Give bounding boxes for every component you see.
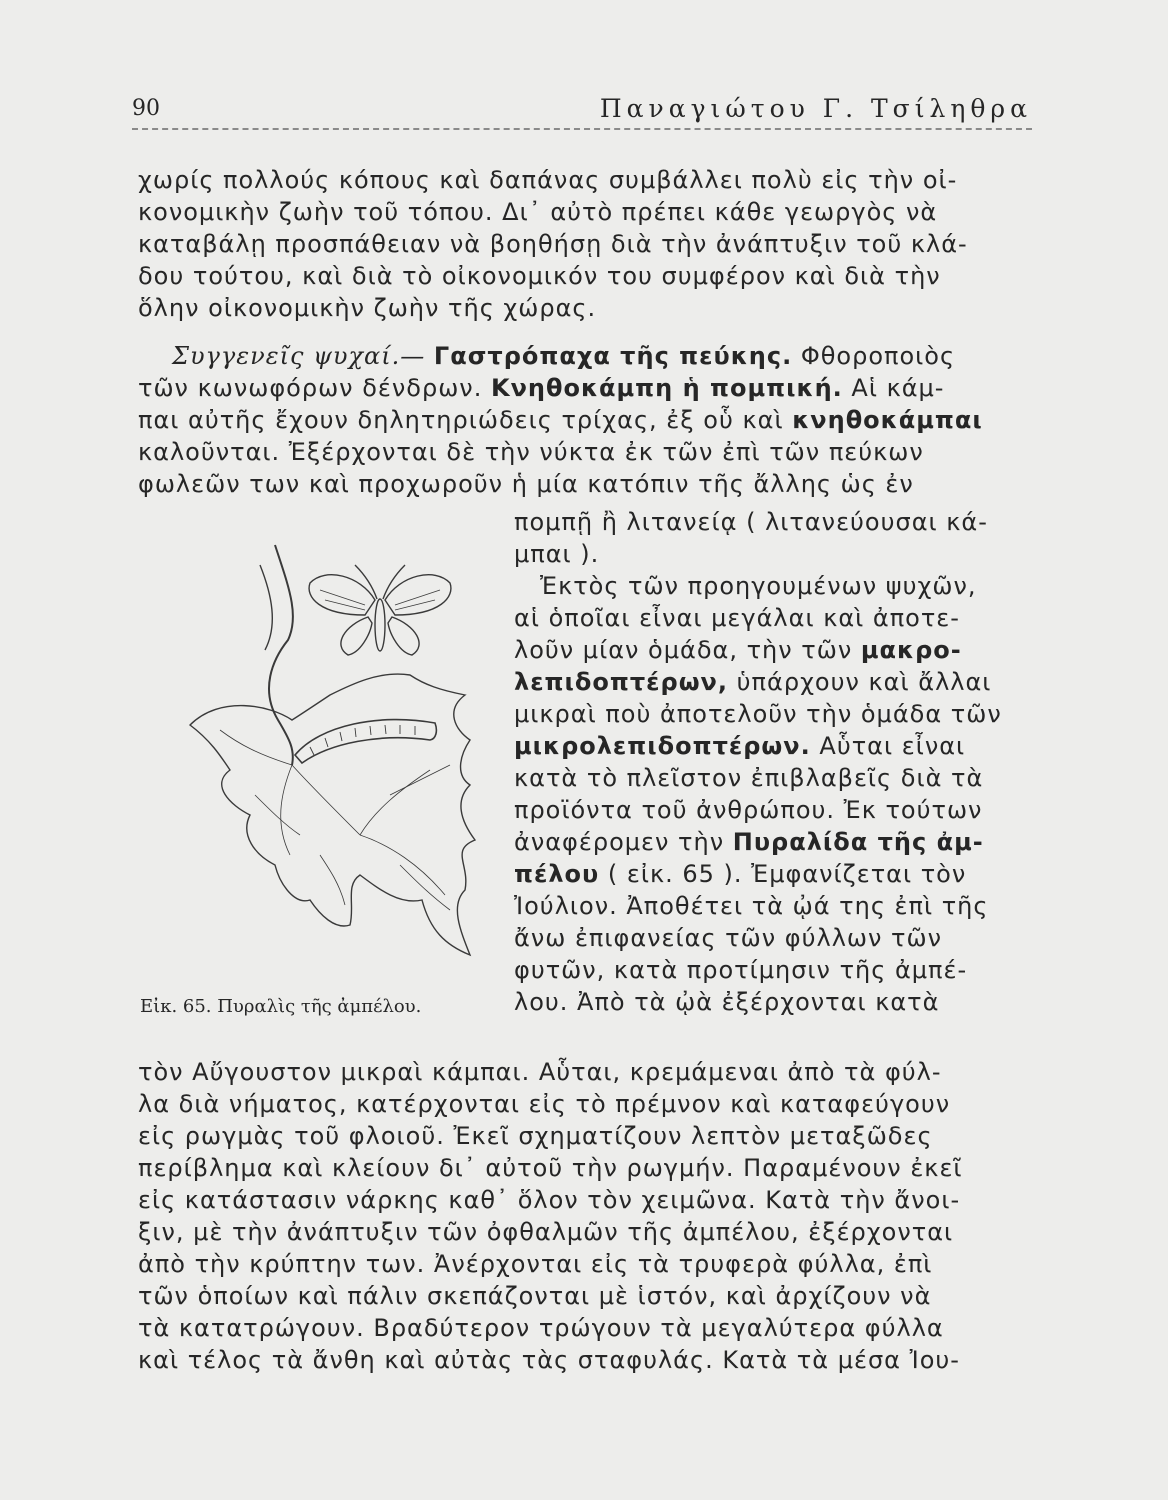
text-line: μπαι ). (514, 540, 600, 568)
bold-term: Πυραλίδα τῆς ἀμ- (732, 828, 984, 856)
text-line: καλοῦνται. Ἐξέρχονται δὲ τὴν νύκτα ἐκ τῶν ἐπὶ τῶν πεύκων (138, 438, 924, 466)
vine-leaf (190, 674, 475, 955)
text-line: περίβλημα καὶ κλείουν δι᾽ αὐτοῦ τὴν ρωγμήν. Παραμένουν ἐκεῖ (138, 1154, 963, 1182)
figure-illustration (160, 535, 500, 985)
bold-term: πέλου (514, 860, 600, 888)
text-line: τῶν ὁποίων καὶ πάλιν σκεπάζονται μὲ ἱστόν, καὶ ἀρχίζουν νὰ (138, 1282, 932, 1310)
text-line: προϊόντα τοῦ ἀνθρώπου. Ἐκ τούτων (514, 796, 983, 824)
text-line: εἰς κατάστασιν νάρκης καθ᾽ ὅλον τὸν χειμῶνα. Κατὰ τὴν ἄνοι- (138, 1186, 961, 1214)
vine-stem (269, 545, 293, 765)
leaf-veins (220, 730, 450, 910)
bold-term: Κνηθοκάμπη ἡ πομπική. (490, 374, 843, 402)
text-line: τὸν Αὔγουστον μικραὶ κάμπαι. Αὗται, κρεμάμεναι ἀπὸ τὰ φύλ- (138, 1058, 942, 1086)
bold-term: μακρο- (860, 636, 962, 664)
text-fragment: παι αὐτῆς ἔχουν δηλητηριώδεις τρίχας, ἐξ οὗ καὶ (138, 406, 784, 434)
text-line: καταβάλῃ προσπάθειαν νὰ βοηθήσῃ διὰ τὴν ἀνάπτυξιν τοῦ κλά- (138, 230, 968, 258)
text-line: ἀπὸ τὴν κρύπτην των. Ἀνέρχονται εἰς τὰ τρυφερὰ φύλλα, ἐπὶ (138, 1250, 933, 1278)
text-line (514, 634, 962, 666)
bold-term: κνηθοκάμπαι (792, 406, 983, 434)
text-line (138, 372, 944, 404)
text-line: εἰς ρωγμὰς τοῦ φλοιοῦ. Ἐκεῖ σχηματίζουν λεπτὸν μεταξῶδες (138, 1122, 933, 1150)
text-fragment: Αἱ κάμ- (851, 374, 945, 402)
text-line: ἄνω ἐπιφανείας τῶν φύλλων τῶν (514, 924, 942, 952)
text-fragment: ἀναφέρομεν τὴν (514, 828, 725, 856)
text-line: κατὰ τὸ πλεῖστον ἐπιβλαβεῖς διὰ τὰ (514, 764, 984, 792)
text-fragment: λοῦν μίαν ὁμάδα, τὴν τῶν (514, 636, 853, 664)
text-fragment: Φθοροποιὸς (800, 342, 956, 370)
text-line: φυτῶν, κατὰ προτίμησιν τῆς ἀμπέ- (514, 956, 968, 984)
text-fragment: ὑπάρχουν καὶ ἄλλαι (736, 668, 992, 696)
page-header (132, 88, 1032, 128)
text-line: χωρίς πολλούς κόπους καὶ δαπάνας συμβάλλει πολὺ εἰς τὴν οἰ- (138, 166, 958, 194)
header-rule (132, 128, 1032, 130)
text-line: αἱ ὁποῖαι εἶναι μεγάλαι καὶ ἀποτε- (514, 604, 960, 632)
text-fragment: Αὗται εἶναι (819, 732, 966, 760)
bold-term: λεπιδοπτέρων, (514, 668, 729, 696)
text-line: ξιν, μὲ τὴν ἀνάπτυξιν τῶν ὀφθαλμῶν τῆς ἀμπέλου, ἐξέρχονται (138, 1218, 954, 1246)
text-line: Ἰούλιον. Ἀποθέτει τὰ ᾠά της ἐπὶ τῆς (514, 892, 989, 920)
text-line: τὰ κατατρώγουν. Βραδύτερον τρώγουν τὰ μεγαλύτερα φύλλα (138, 1314, 944, 1342)
section-heading: Συγγενεῖς ψυχαί.— (172, 342, 426, 370)
running-title: Παναγιώτου Γ. Τσίληθρα (599, 94, 1032, 123)
text-line: δου τούτου, καὶ διὰ τὸ οἰκονομικόν του συμφέρον καὶ διὰ τὴν (138, 262, 941, 290)
bold-term: μικρολεπιδοπτέρων. (514, 732, 811, 760)
bold-term: Γαστρόπαχα τῆς πεύκης. (433, 342, 793, 370)
text-line (514, 826, 984, 858)
figure-caption: Εἰκ. 65. Πυραλὶς τῆς ἀμπέλου. (140, 996, 422, 1017)
text-line (514, 666, 991, 698)
text-fragment: τῶν κωνωφόρων δένδρων. (138, 374, 483, 402)
text-line: Ἐκτὸς τῶν προηγουμένων ψυχῶν, (540, 572, 977, 600)
caterpillar-illustration (295, 720, 436, 763)
text-fragment: ( εἰκ. 65 ). Ἐμφανίζεται τὸν (607, 860, 967, 888)
page-number: 90 (132, 96, 160, 121)
text-line: μικραὶ ποὺ ἀποτελοῦν τὴν ὁμάδα τῶν (514, 700, 1002, 728)
text-line: λα διὰ νήματος, κατέρχονται εἰς τὸ πρέμνον καὶ καταφεύγουν (138, 1090, 951, 1118)
text-line (172, 340, 955, 372)
text-line: καὶ τέλος τὰ ἄνθη καὶ αὐτὰς τὰς σταφυλάς. Κατὰ τὰ μέσα Ἰου- (138, 1346, 960, 1374)
text-line: λου. Ἀπὸ τὰ ᾠὰ ἐξέρχονται κατὰ (514, 988, 940, 1016)
moth-illustration (309, 565, 451, 655)
text-line: κονομικὴν ζωὴν τοῦ τόπου. Δι᾽ αὐτὸ πρέπει κάθε γεωργὸς νὰ (138, 198, 938, 226)
text-line: φωλεῶν των καὶ προχωροῦν ἡ μία κατόπιν τῆς ἄλλης ὡς ἐν (138, 470, 914, 498)
text-line: πομπῇ ἢ λιτανείᾳ ( λιτανεύουσαι κά- (514, 508, 988, 536)
text-line (514, 730, 965, 762)
text-line (138, 404, 983, 436)
text-line (514, 858, 966, 890)
text-line: ὅλην οἰκονομικὴν ζωὴν τῆς χώρας. (138, 294, 597, 322)
